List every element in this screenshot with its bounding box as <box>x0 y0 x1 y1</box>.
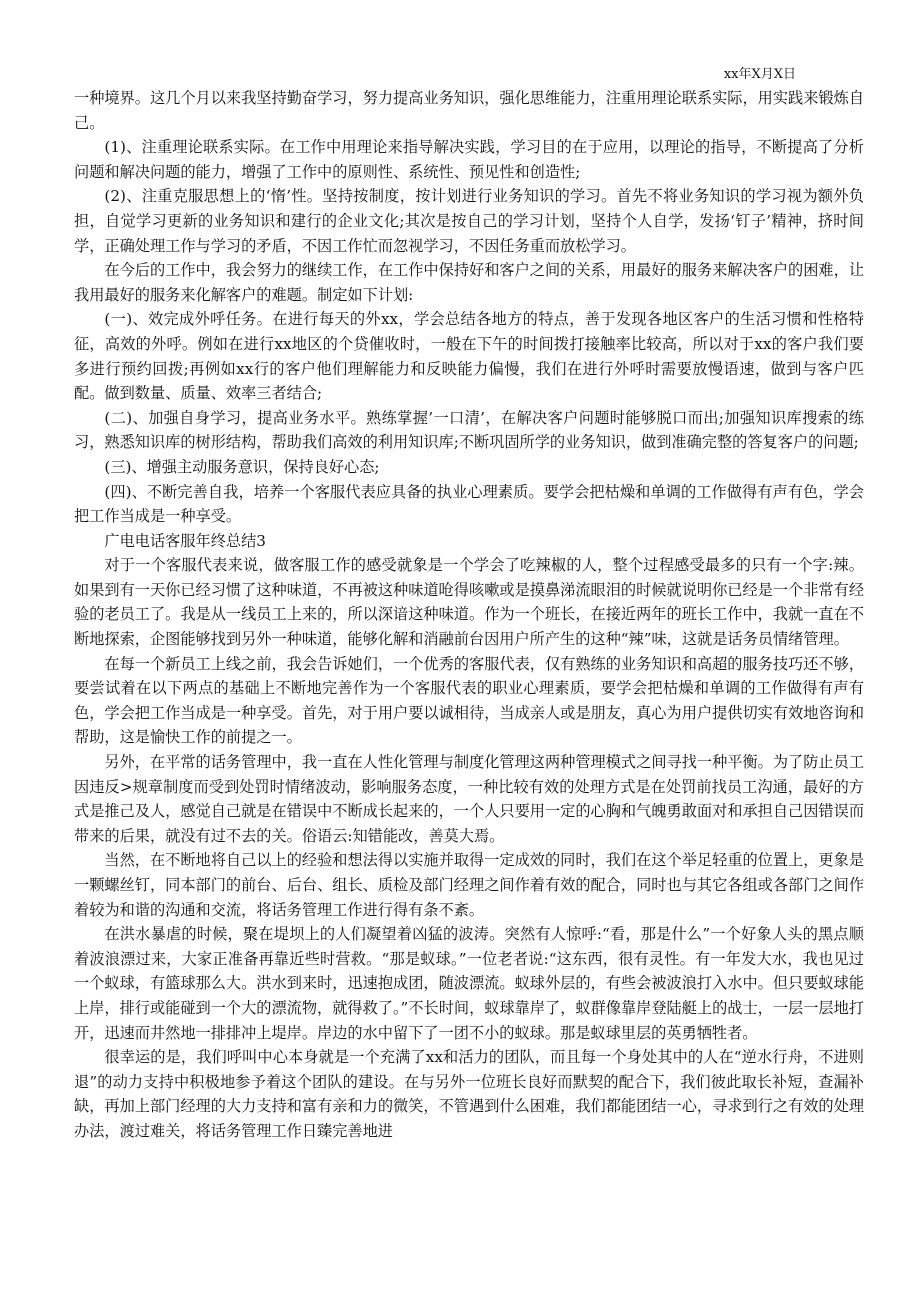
paragraph: (四)、不断完善自我，培养一个客服代表应具备的执业心理素质。要学会把枯燥和单调的工作做得有声有色，学会把工作当成是一种享受。 <box>74 482 864 526</box>
paragraph: (三)、增强主动服务意识，保持良好心态; <box>104 457 380 476</box>
paragraph: 对于一个客服代表来说，做客服工作的感受就象是一个学会了吃辣椒的人，整个过程感受最多的只有一个字:辣。如果到有一天你已经习惯了这种味道，不再被这种味道呛得咳嗽或是摸鼻涕流眼泪的时候就说明你已经是一个非常有经验的老员工了。我是从一线员工上来的，所以深谙这种味道。作为一个班长，在接近两年的班长工作中，我就一直在不断地探索，企图能够找到另外一种味道，能够化解和消融前台因用户所产生的这种“辣”味，这就是话务员情绪管理。 <box>74 556 864 649</box>
section-title: 广电电话客服年终总结3 <box>104 531 266 550</box>
paragraph: (二)、加强自身学习，提高业务水平。熟练掌握’一口清’，在解决客户问题时能够脱口而出;加强知识库搜索的练习，熟悉知识库的树形结构，帮助我们高效的利用知识库;不断巩固所学的业务知识，做到准确完整的答复客户的问题; <box>74 408 864 452</box>
paragraph: 很幸运的是，我们呼叫中心本身就是一个充满了xx和活力的团队，而且每一个身处其中的人在“逆水行舟，不进则退”的动力支持中积极地参予着这个团队的建设。在与另外一位班长良好而默契的配合下，我们彼此取长补短，查漏补缺，再加上部门经理的大力支持和富有亲和力的微笑，不管遇到什么困难，我们都能团结一心，寻求到行之有效的处理办法，渡过难关，将话务管理工作日臻完善地进 <box>74 1048 864 1140</box>
paragraph: (2)、注重克服思想上的‘惰’性。坚持按制度，按计划进行业务知识的学习。首先不将业务知识的学习视为额外负担，自觉学习更新的业务知识和建行的企业文化;其次是按自己的学习计划，坚持个人自学，发扬‘钉子’精神，挤时间学，正确处理工作与学习的矛盾，不因工作忙而忽视学习，不因任务重而放松学习。 <box>74 187 864 255</box>
paragraph: 另外，在平常的话务管理中，我一直在人性化管理与制度化管理这两种管理模式之间寻找一种平衡。为了防止员工因违反>规章制度而受到处罚时情绪波动，影响服务态度，一种比较有效的处理方式是在处罚前找员工沟通，最好的方式是推己及人，感觉自己就是在错误中不断成长起来的，一个人只要用一定的心胸和气魄勇敢面对和承担自己因错误而带来的后果，就没有过不去的关。俗语云:知错能改，善莫大焉。 <box>74 753 864 845</box>
header-date: xx年X月X日 <box>723 67 796 82</box>
paragraph: (1)、注重理论联系实际。在工作中用理论来指导解决实践，学习目的在于应用，以理论的指导，不断提高了分析问题和解决问题的能力，增强了工作中的原则性、系统性、预见性和创造性; <box>74 138 864 181</box>
paragraph: 在每一个新员工上线之前，我会告诉她们，一个优秀的客服代表，仅有熟练的业务知识和高超的服务技巧还不够，要尝试着在以下两点的基础上不断地完善作为一个客服代表的职业心理素质，要学会把枯燥和单调的工作做得有声有色，学会把工作当成是一种享受。首先，对于用户要以诚相待，当成亲人或是朋友，真心为用户提供切实有效地咨询和帮助，这是愉快工作的前提之一。 <box>74 654 864 747</box>
paragraph: 在今后的工作中，我会努力的继续工作，在工作中保持好和客户之间的关系，用最好的服务来解决客户的困难，让我用最好的服务来化解客户的难题。制定如下计划: <box>74 261 864 304</box>
paragraph: 一种境界。这几个月以来我坚持勤奋学习，努力提高业务知识，强化思维能力，注重用理论联系实际，用实践来锻炼自己。 <box>74 89 864 132</box>
paragraph: (一)、效完成外呼任务。在进行每天的外xx，学会总结各地方的特点，善于发现各地区客户的生活习惯和性格特征，高效的外呼。例如在进行xx地区的个贷催收时，一般在下午的时间拨打接触率比较高，所以对于xx的客户我们要多进行预约回拨;再例如xx行的客户他们理解能力和反映能力偏慢，我们在进行外呼时需要放慢语速，做到与客户匹配。做到数量、质量、效率三者结合; <box>74 310 864 403</box>
document-body <box>74 86 864 1144</box>
paragraph: 在洪水暴虐的时候，聚在堤坝上的人们凝望着凶猛的波涛。突然有人惊呼:“看，那是什么”一个好象人头的黑点顺着波浪漂过来，大家正准备再靠近些时营救。“那是蚁球。”一位老者说:“这东西，很有灵性。有一年发大水，我也见过一个蚁球，有篮球那么大。洪水到来时，迅速抱成团，随波漂流。蚁球外层的，有些会被波浪打入水中。但只要蚁球能上岸，排行或能碰到一个大的漂流物，就得救了。”不长时间，蚁球靠岸了，蚁群像靠岸登陆艇上的战士，一层一层地打开，迅速而井然地一排排冲上堤岸。岸边的水中留下了一团不小的蚁球。那是蚁球里层的英勇牺牲者。 <box>74 925 864 1042</box>
paragraph: 当然，在不断地将自己以上的经验和想法得以实施并取得一定成效的同时，我们在这个举足轻重的位置上，更象是一颗螺丝钉，同本部门的前台、后台、组长、质检及部门经理之间作着有效的配合，同时也与其它各组或各部门之间作着较为和谐的沟通和交流，将话务管理工作进行得有条不紊。 <box>74 851 864 919</box>
